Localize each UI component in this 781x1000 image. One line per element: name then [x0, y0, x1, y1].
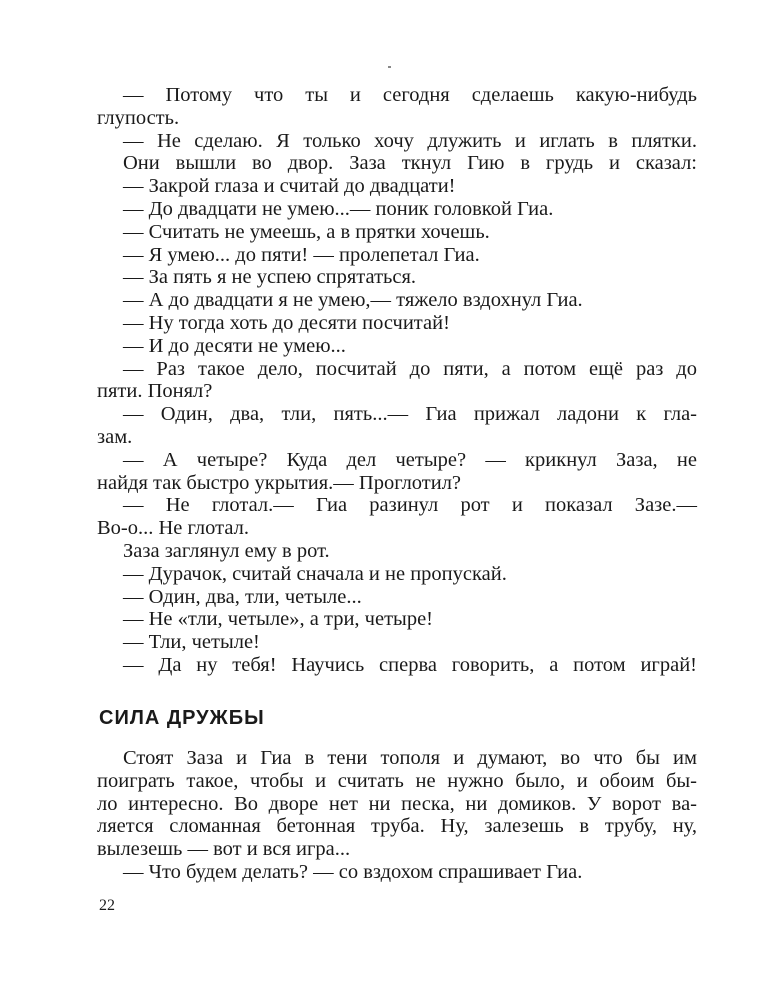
print-mark — [388, 66, 391, 68]
text-line: — И до десяти не умею... — [123, 334, 346, 357]
text-line: ло интересно. Во дворе нет ни песка, ни домиков. У ворот ва- — [97, 792, 697, 815]
text-line: — А четыре? Куда дел четыре? — крикнул Заза, не — [123, 448, 697, 471]
text-line: Они вышли во двор. Заза ткнул Гию в грудь и сказал: — [123, 152, 697, 175]
text-line: — Считать не умеешь, а в прятки хочешь. — [123, 220, 490, 243]
text-line: — Не сделаю. Я только хочу длужить и иглать в плятки. — [123, 129, 697, 152]
text-line: — Один, два, тли, пять...— Гиа прижал ладони к гла- — [123, 403, 697, 426]
text-line: ляется сломанная бетонная труба. Ну, залезешь в трубу, ну, — [97, 815, 697, 838]
text-line: найдя так быстро укрытия.— Проглотил? — [97, 471, 462, 494]
text-line: — Я умею... до пяти! — пролепетал Гиа. — [123, 243, 480, 266]
section-title: СИЛА ДРУЖБЫ — [99, 707, 265, 729]
text-line: — Да ну тебя! Научись сперва говорить, а потом играй! — [123, 653, 697, 676]
text-line: — Потому что ты и сегодня сделаешь какую-нибудь — [123, 84, 697, 106]
page-number: 22 — [99, 897, 115, 914]
text-line: — Не «тли, четыле», а три, четыре! — [123, 608, 433, 631]
text-line: — Ну тогда хоть до десяти посчитай! — [123, 311, 450, 334]
text-line: глупость. — [97, 106, 180, 129]
text-line: — За пять я не успею спрятаться. — [123, 266, 417, 289]
text-line: поиграть такое, чтобы и считать не нужно было, и обоим бы- — [97, 769, 697, 792]
text-line: Заза заглянул ему в рот. — [123, 539, 330, 562]
text-line: — Что будем делать? — со вздохом спрашивает Гиа. — [123, 860, 583, 883]
text-line: — Дурачок, считай сначала и не пропускай. — [123, 562, 507, 585]
text-line: Во-о... Не глотал. — [97, 517, 249, 540]
text-line: — Раз такое дело, посчитай до пяти, а потом ещё раз до — [123, 357, 697, 380]
text-line: — Один, два, тли, четыле... — [123, 585, 362, 608]
text-line: — Закрой глаза и считай до двадцати! — [123, 175, 456, 198]
text-line: пяти. Понял? — [97, 380, 213, 403]
text-line: Стоят Заза и Гиа в тени тополя и думают, во что бы им — [123, 747, 697, 769]
text-line: — Тли, четыле! — [123, 631, 260, 654]
text-line: — А до двадцати я не умею,— тяжело вздохнул Гиа. — [123, 289, 583, 312]
text-line: вылезешь — вот и вся игра... — [97, 838, 351, 861]
section-text — [97, 747, 697, 884]
text-line: — До двадцати не умею...— поник головкой Гиа. — [123, 197, 554, 220]
dialogue-text — [97, 84, 697, 677]
text-line: зам. — [97, 425, 133, 448]
text-line: — Не глотал.— Гиа разинул рот и показал Зазе.— — [123, 494, 697, 517]
